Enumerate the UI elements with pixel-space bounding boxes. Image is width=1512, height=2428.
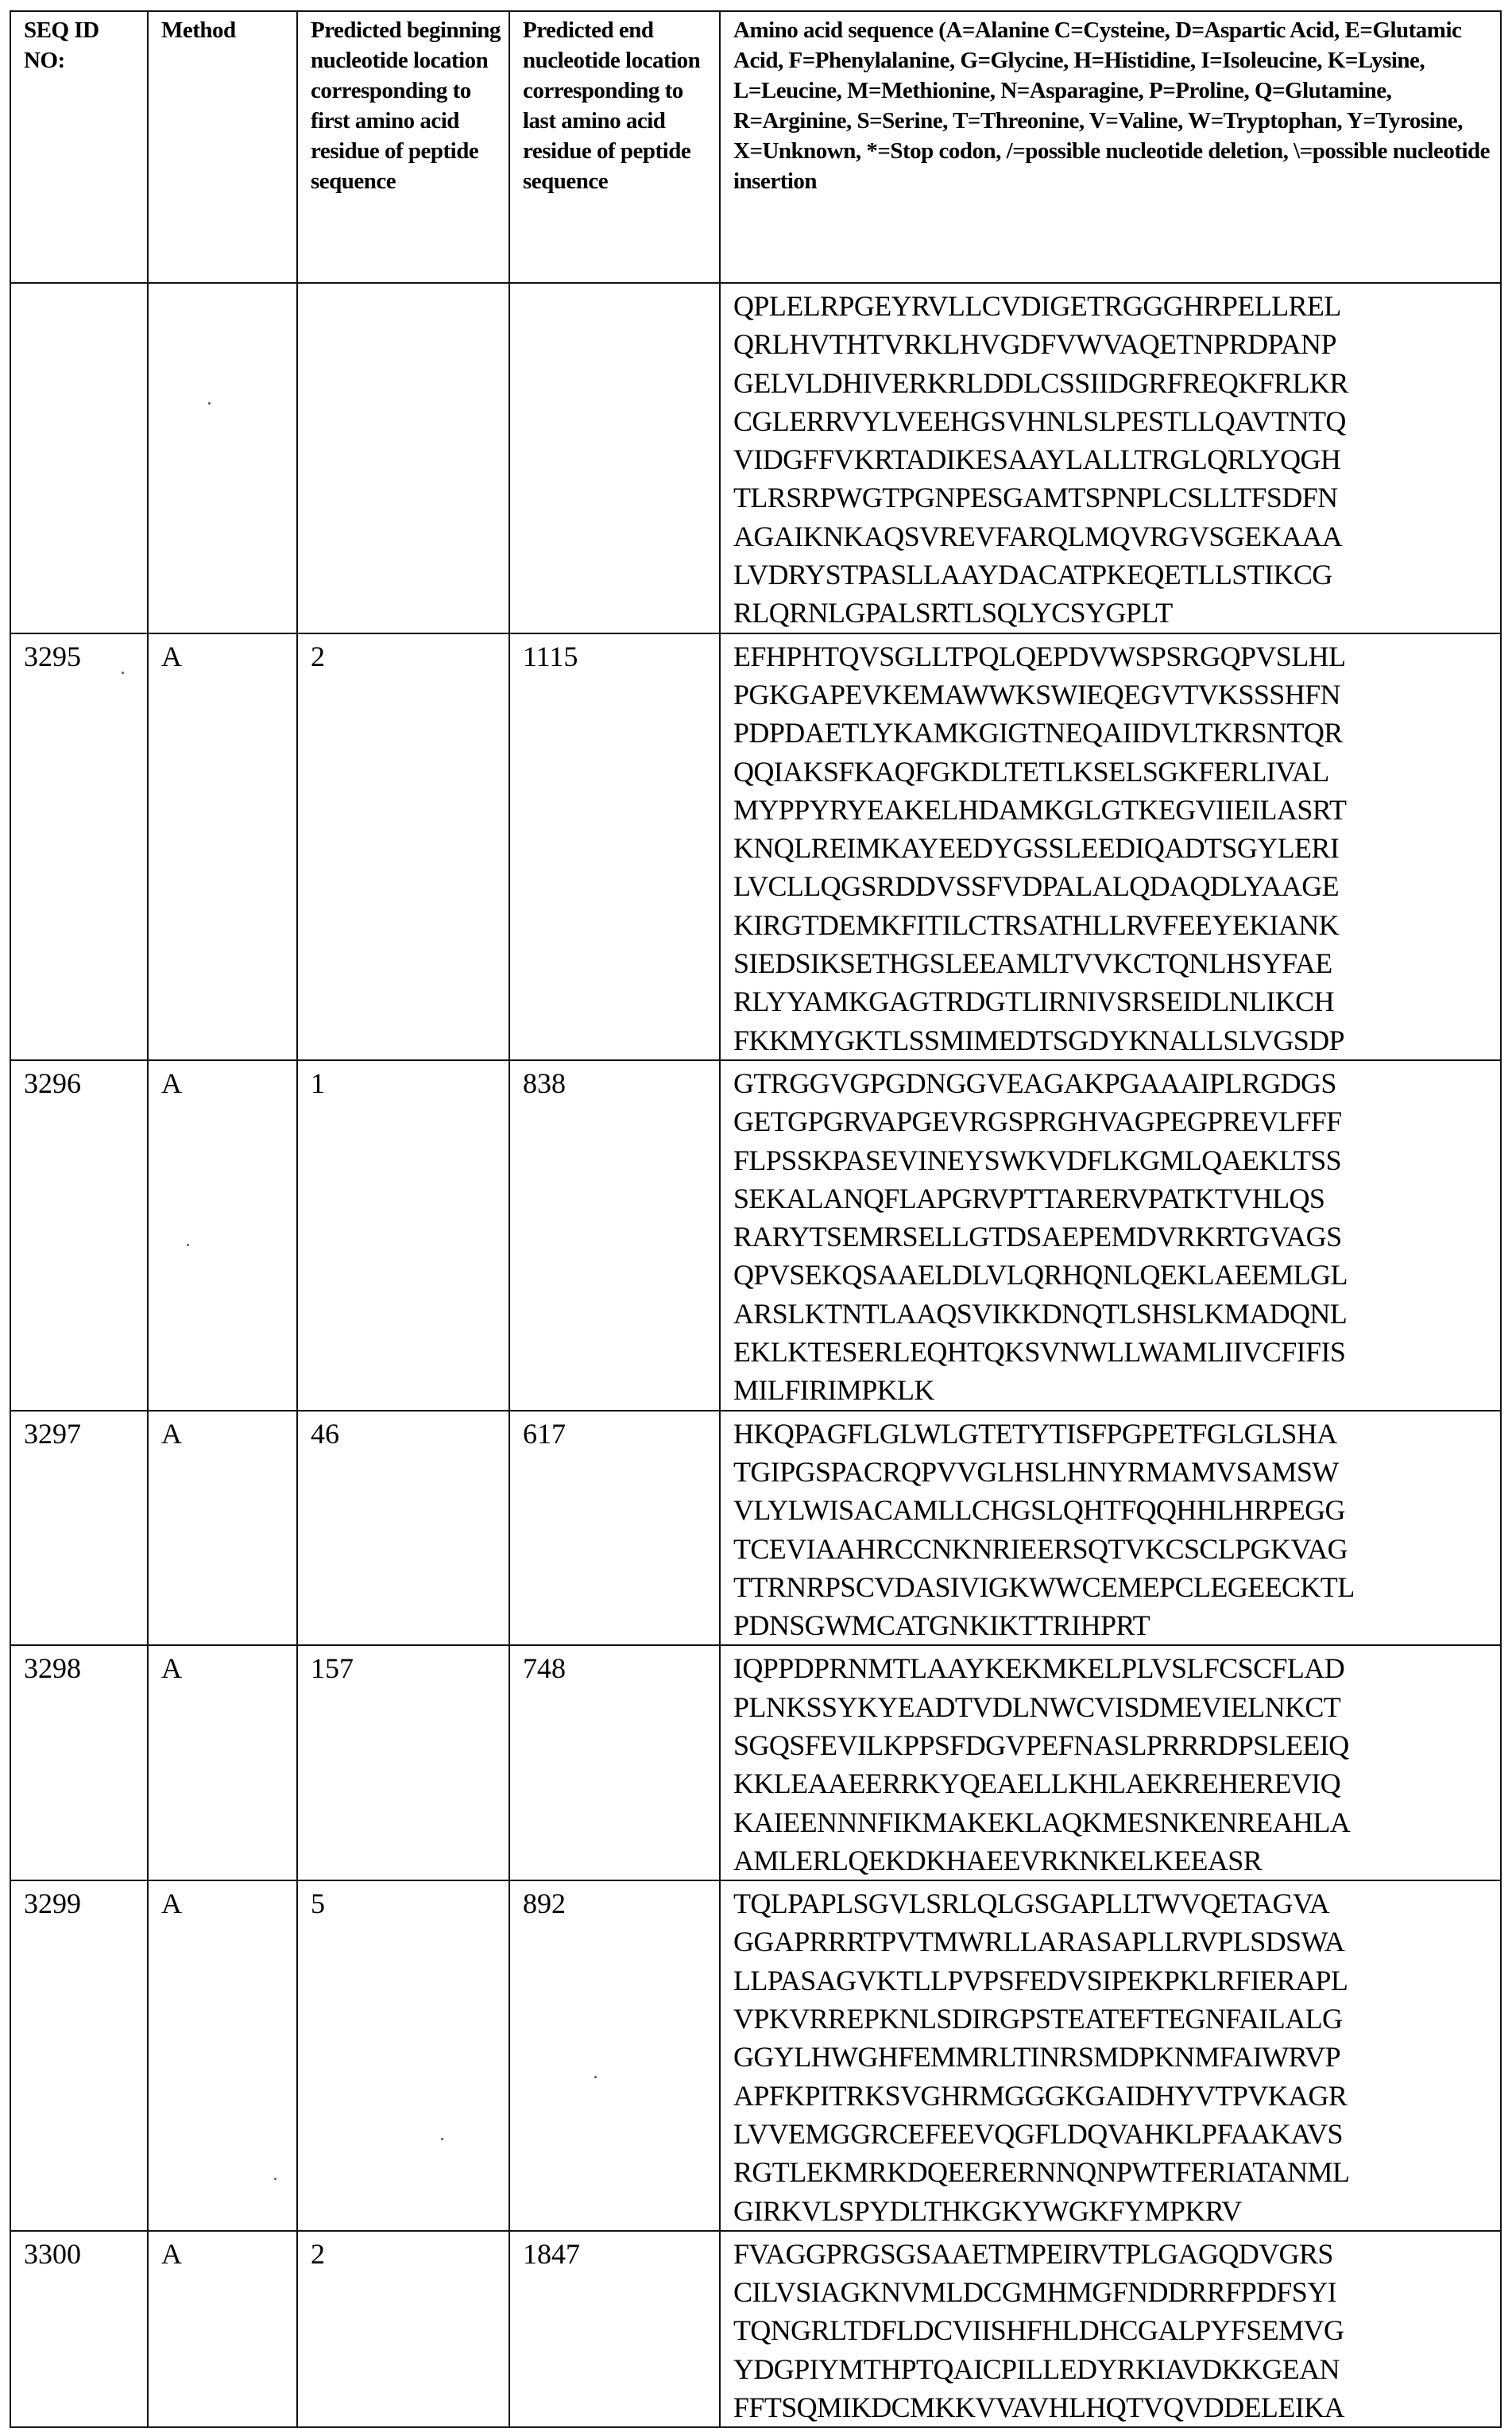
sequence-line: IQPPDPRNMTLAAYKEKMKELPLVSLFCSCFLAD xyxy=(733,1652,1345,1685)
end-location-cell: 892 xyxy=(509,1880,720,2231)
sequence-cell xyxy=(720,1060,1501,1411)
method-cell: A xyxy=(148,2231,297,2427)
sequence-line: PDNSGWMCATGNKIKTTRIHPRT xyxy=(733,1609,1150,1642)
begin-location-cell: 157 xyxy=(297,1645,509,1880)
sequence-line: QQIAKSFKAQFGKDLTETLKSELSGKFERLIVAL xyxy=(733,755,1329,788)
header-row xyxy=(10,11,1501,283)
sequence-line: CGLERRVYLVEEHGSVHNLSLPESTLLQAVTNTQ xyxy=(733,405,1346,437)
sequence-line: MILFIRIMPKLK xyxy=(733,1374,934,1407)
sequence-line: GELVLDHIVERKRLDDLCSSIIDGRFREQKFRLKR xyxy=(733,366,1348,399)
sequence-cell xyxy=(720,1880,1501,2231)
seq-id-cell: 3300 xyxy=(10,2231,148,2427)
scan-speck xyxy=(594,2076,597,2078)
scan-speck xyxy=(208,402,211,405)
sequence-line: KKLEAAEERRKYQEAELLKHLAEKREHEREVIQ xyxy=(733,1768,1341,1800)
begin-location-cell: 1 xyxy=(297,1060,509,1411)
end-location-cell: 1115 xyxy=(509,633,720,1060)
header-amino-acid-sequence: Amino acid sequence (A=Alanine C=Cysteine, D=Aspartic Acid, E=Glutamic Acid, F=Phenylalanine, G=Glycine, H=Histidine, I=Isoleucine, K=Lysine, L=Leucine, M=Methionine, N=Asparagine, P=Proline, Q=Glutamine, R=Arginine, S=Serine, T=Threonine, V=Valine, W=Tryptophan, Y=Tyrosine, X=Unknown, *=Stop codon, /=possible nucleotide deletion, \=possible nucleotide insertion xyxy=(720,11,1501,283)
method-cell: A xyxy=(148,1060,297,1411)
header-end-location: Predicted end nucleotide location corresponding to last amino acid residue of peptide sequence xyxy=(509,11,720,283)
sequence-line: SGQSFEVILKPPSFDGVPEFNASLPRRRDPSLEEIQ xyxy=(733,1729,1349,1761)
header-begin-location: Predicted beginning nucleotide location corresponding to first amino acid residue of peptide sequence xyxy=(297,11,509,283)
sequence-line: PGKGAPEVKEMAWWKSWIEQEGVTVKSSSHFN xyxy=(733,678,1340,711)
method-cell: A xyxy=(148,1880,297,2231)
sequence-cell xyxy=(720,1645,1501,1880)
sequence-line: GGAPRRRTPVTMWRLLARASAPLLRVPLSDSWA xyxy=(733,1926,1345,1958)
seq-id-cell: 3297 xyxy=(10,1411,148,1646)
seq-id-cell: 3296 xyxy=(10,1060,148,1411)
sequence-line: TLRSRPWGTPGNPESGAMTSPNPLCSLLTFSDFN xyxy=(733,482,1338,514)
sequence-line: EKLKTESERLEQHTQKSVNWLLWAMLIIVCFIFIS xyxy=(733,1336,1346,1369)
sequence-line: AGAIKNKAQSVREVFARQLMQVRGVSGEKAAA xyxy=(733,520,1343,552)
sequence-line: FFTSQMIKDCMKKVVAVHLHQTVQVDDELEIKA xyxy=(733,2391,1344,2424)
begin-location-cell: 46 xyxy=(297,1411,509,1646)
sequence-line: GETGPGRVAPGEVRGSPRGHVAGPEGPREVLFFF xyxy=(733,1106,1342,1138)
sequence-line: PLNKSSYKYEADTVDLNWCVISDMEVIELNKCT xyxy=(733,1690,1341,1723)
sequence-line: QRLHVTHTVRKLHVGDFVWVAQETNPRDPANP xyxy=(733,328,1336,361)
sequence-line: FKKMYGKTLSSMIMEDTSGDYKNALLSLVGSDP xyxy=(733,1024,1344,1056)
sequence-line: EFHPHTQVSGLLTPQLQEPDVWSPSRGQPVSLHL xyxy=(733,640,1346,672)
begin-location-cell: 5 xyxy=(297,1880,509,2231)
seq-id-cell: 3295 xyxy=(10,633,148,1060)
begin-location-cell xyxy=(297,283,509,633)
table-row xyxy=(10,1645,1501,1880)
scan-speck xyxy=(187,1244,189,1246)
method-cell: A xyxy=(148,1411,297,1646)
sequence-line: CILVSIAGKNVMLDCGMHMGFNDDRRFPDFSYI xyxy=(733,2276,1337,2309)
sequence-line: LVVEMGGRCEFEEVQGFLDQVAHKLPFAAKAVS xyxy=(733,2117,1343,2150)
header-method: Method xyxy=(148,11,297,283)
sequence-cell xyxy=(720,633,1501,1060)
table-row xyxy=(10,1060,1501,1411)
end-location-cell: 1847 xyxy=(509,2231,720,2427)
sequence-line: FLPSSKPASEVINEYSWKVDFLKGMLQAEKLTSS xyxy=(733,1144,1342,1176)
sequence-cell xyxy=(720,283,1501,633)
table-body xyxy=(10,283,1501,2427)
sequence-line: QPLELRPGEYRVLLCVDIGETRGGGHRPELLREL xyxy=(733,290,1341,322)
sequence-line: QPVSEKQSAAELDLVLQRHQNLQEKLAEEMLGL xyxy=(733,1259,1348,1291)
method-cell xyxy=(148,283,297,633)
seq-id-cell: 3298 xyxy=(10,1645,148,1880)
sequence-line: GTRGGVGPGDNGGVEAGAKPGAAAIPLRGDGS xyxy=(733,1067,1336,1099)
sequence-line: TGIPGSPACRQPVVGLHSLHNYRMAMVSAMSW xyxy=(733,1455,1339,1488)
sequence-line: KAIEENNNFIKMAKEKLAQKMESNKENREAHLA xyxy=(733,1806,1351,1838)
sequence-line: MYPPYRYEAKELHDAMKGLGTKEGVIIEILASRT xyxy=(733,793,1347,826)
sequence-line: LLPASAGVKTLLPVPSFEDVSIPEKPKLRFIERAPL xyxy=(733,1964,1348,1996)
sequence-line: RLYYAMKGAGTRDGTLIRNIVSRSEIDLNLIKCH xyxy=(733,986,1334,1018)
scan-speck xyxy=(122,672,124,674)
sequence-cell xyxy=(720,2231,1501,2427)
sequence-line: GIRKVLSPYDLTHKGKYWGKFYMPKRV xyxy=(733,2194,1242,2227)
sequence-line: HKQPAGFLGLWLGTETYTISFPGPETFGLGLSHA xyxy=(733,1417,1337,1450)
sequence-line: TCEVIAAHRCCNKNRIEERSQTVKCSCLPGKVAG xyxy=(733,1532,1348,1565)
sequence-line: VLYLWISACAMLLCHGSLQHTFQQHHLHRPEGG xyxy=(733,1494,1345,1527)
sequence-line: FVAGGPRGSGSAAETMPEIRVTPLGAGQDVGRS xyxy=(733,2237,1333,2270)
method-cell: A xyxy=(148,1645,297,1880)
begin-location-cell: 2 xyxy=(297,633,509,1060)
seq-id-cell: 3299 xyxy=(10,1880,148,2231)
sequence-line: KNQLREIMKAYEEDYGSSLEEDIQADTSGYLERI xyxy=(733,832,1340,865)
sequence-line: VPKVRREPKNLSDIRGPSTEATEFTEGNFAILALG xyxy=(733,2003,1343,2035)
begin-location-cell: 2 xyxy=(297,2231,509,2427)
end-location-cell: 617 xyxy=(509,1411,720,1646)
sequence-line: RARYTSEMRSELLGTDSAEPEMDVRKRTGVAGS xyxy=(733,1221,1342,1253)
sequence-line: YDGPIYMTHPTQAICPILLEDYRKIAVDKKGEAN xyxy=(733,2352,1340,2385)
sequence-cell xyxy=(720,1411,1501,1646)
header-seq-id: SEQ ID NO: xyxy=(10,11,148,283)
table-row xyxy=(10,1880,1501,2231)
sequence-line: LVDRYSTPASLLAAYDACATPKEQETLLSTIKCG xyxy=(733,559,1332,591)
sequence-line: TQLPAPLSGVLSRLQLGSGAPLLTWVQETAGVA xyxy=(733,1888,1330,1920)
sequence-line: SEKALANQFLAPGRVPTTARERVPATKTVHLQS xyxy=(733,1182,1325,1214)
method-cell: A xyxy=(148,633,297,1060)
sequence-line: TQNGRLTDFLDCVIISHFHLDHCGALPYFSEMVG xyxy=(733,2314,1344,2347)
end-location-cell: 748 xyxy=(509,1645,720,1880)
end-location-cell: 838 xyxy=(509,1060,720,1411)
sequence-line: TTRNRPSCVDASIVIGKWWCEMEPCLEGEECKTL xyxy=(733,1570,1355,1603)
sequence-line: PDPDAETLYKAMKGIGTNEQAIIDVLTKRSNTQR xyxy=(733,717,1343,749)
sequence-line: GGYLHWGHFEMMRLTINRSMDPKNMFAIWRVP xyxy=(733,2041,1340,2074)
table-row xyxy=(10,633,1501,1060)
table-row xyxy=(10,1411,1501,1646)
scan-speck xyxy=(274,2178,276,2180)
sequence-line: RLQRNLGPALSRTLSQLYCSYGPLT xyxy=(733,597,1173,629)
scan-speck xyxy=(441,2138,443,2140)
sequence-line: KIRGTDEMKFITILCTRSATHLLRVFEEYEKIANK xyxy=(733,908,1340,941)
table-row xyxy=(10,2231,1501,2427)
table-row xyxy=(10,283,1501,633)
sequence-line: SIEDSIKSETHGSLEEAMLTVVKCTQNLHSYFAE xyxy=(733,947,1332,980)
sequence-line: LVCLLQGSRDDVSSFVDPALALQDAQDLYAAGE xyxy=(733,870,1340,903)
sequence-line: AMLERLQEKDKHAEEVRKNKELKEEASR xyxy=(733,1844,1263,1876)
sequence-line: APFKPITRKSVGHRMGGGKGAIDHYVTPVKAGR xyxy=(733,2079,1348,2112)
sequence-line: ARSLKTNTLAAQSVIKKDNQTLSHSLKMADQNL xyxy=(733,1297,1348,1330)
sequence-line: VIDGFFVKRTADIKESAAYLALLTRGLQRLYQGH xyxy=(733,443,1341,476)
sequence-table xyxy=(10,10,1502,2428)
end-location-cell xyxy=(509,283,720,633)
seq-id-cell xyxy=(10,283,148,633)
sequence-line: RGTLEKMRKDQEERERNNQNPWTFERIATANML xyxy=(733,2156,1350,2189)
